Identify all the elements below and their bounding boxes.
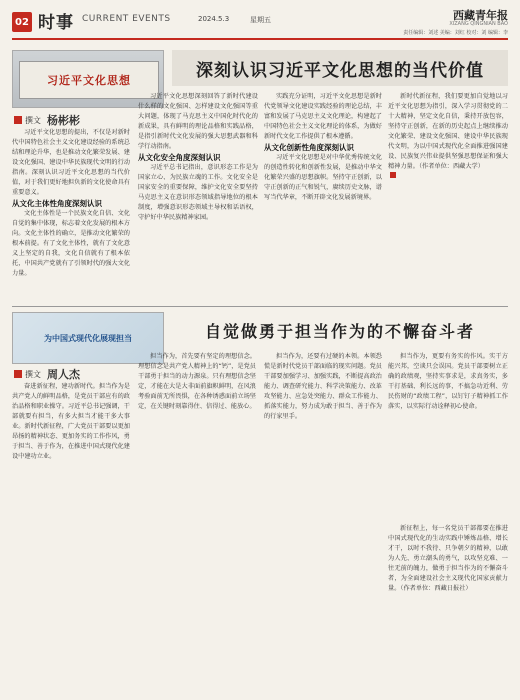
page-number: 02 [12, 12, 32, 32]
page-header [12, 4, 508, 36]
article-divider [12, 306, 508, 307]
byline-label: 撰文 [25, 369, 41, 379]
article1-column-3 [264, 92, 382, 304]
paragraph: 习近平总书记指出，意识形态工作是为国家立心、为民族立魂的工作。文化安全是国家安全的重要保障，维护文化安全要坚持马克思主义在意识形态领域指导地位的根本制度，增强意识形态领域主导权和话语权，守护好中华民族精神家园。 [138, 164, 258, 221]
section-title-cn: 时事 [38, 13, 74, 33]
paragraph: 文化主体性是一个民族文化自信、文化自觉的集中体现，标志着文化发展的根本方向。文化主体性的确立，是推动文化繁荣的根本前提。有了文化主体性，就有了文化意义上坚定的自我，文化自信就有了根本依托，中国共产党就有了引领时代的强大文化力量。 [12, 210, 130, 277]
article2-column-1 [12, 382, 130, 692]
article1-column-1 [12, 128, 130, 304]
byline-marker-icon [14, 116, 22, 124]
byline-label: 撰文 [25, 115, 41, 125]
issue-date: 2024.5.3 [198, 15, 230, 23]
paragraph: 担当作为，首先要有坚定的理想信念。理想信念是共产党人精神上的“钙”，是党员干部勇于担当的动力源泉。只有理想信念坚定，才能在大是大非面前旗帜鲜明，在风浪考验面前无所畏惧，在各种诱惑面前立场坚定，在关键时刻靠得住、信得过、能放心。 [138, 353, 256, 410]
paragraph: 习近平文化思想是对中华优秀传统文化的创造性转化和创新性发展，是推动中华文化繁荣兴盛的思想旗帜。坚持守正创新，以守正创新的正气和锐气，赓续历史文脉，谱写当代华章，不断开辟文化发展新境界。 [264, 154, 382, 201]
subheading: 从文化安全角度深刻认识 [138, 153, 221, 162]
newspaper-masthead: 西藏青年报 [453, 9, 508, 22]
editor-credits: 责任编辑：刘述 美编：刘红 校对：刘 编辑：李 [403, 30, 508, 36]
paragraph: 新时代新征程，我们要更加自觉地以习近平文化思想为指引，深入学习贯彻党的二十大精神，坚定文化自信，秉持开放包容，坚持守正创新，在新的历史起点上继续推动文化繁荣、建设文化强国、建设中华民族现代文明，为以中国式现代化全面推进强国建设、民族复兴伟业提供坚强思想保证和强大精神力量。（作者单位：西藏大学） [388, 93, 508, 170]
book-title-text: 习近平文化思想 [47, 74, 131, 87]
article2-headline-text: 自觉做勇于担当作为的不懈奋斗者 [204, 321, 475, 341]
article1-column-4 [388, 92, 508, 304]
article1-headline [172, 50, 508, 86]
paragraph: 习近平文化思想的提出，不仅是对新时代中国特色社会主义文化建设经验的系统总结和理论升华，也是推动文化繁荣发展、建设文化强国、建设中华民族现代文明的行动指南。深刻认识习近平文化思想的当代价值，对于我们更好地担负新的文化使命具有重要意义。 [12, 129, 130, 196]
byline-marker-icon [14, 370, 22, 378]
article2-column-5 [388, 524, 508, 692]
article2-column-3 [264, 352, 382, 692]
article2-byline [14, 366, 80, 382]
article2-image-text: 为中国式现代化展现担当 [44, 332, 132, 343]
section-title-en: CURRENT EVENTS [82, 14, 171, 24]
paragraph: 新征程上，每一名党员干部都要在推进中国式现代化的生动实践中锤炼品格、增长才干，以时不我待、只争朝夕的精神，以敢为人先、勇立潮头的勇气，以攻坚克难、一往无前的魄力，做勇于担当作为的不懈奋斗者，为全面建设社会主义现代化国家贡献力量。（作者单位：西藏日报社） [388, 525, 508, 592]
issue-weekday: 星期五 [250, 16, 271, 24]
byline-author: 杨彬彬 [47, 114, 80, 127]
paragraph: 实践充分证明，习近平文化思想是新时代党领导文化建设实践经验的理论总结，丰富和发展了马克思主义文化理论，构建起了中国特色社会主义文化理论的体系，为做好新时代文化工作提供了根本遵循。 [264, 93, 382, 140]
masthead-subtitle: XIZANG QINGNIAN BAO [449, 21, 508, 27]
article1-byline [14, 112, 80, 128]
article1-column-2 [138, 92, 258, 304]
paragraph: 担当作为，还要有过硬的本领。本领恐慌是新时代党员干部面临的现实问题。党员干部要加强学习、加强实践，不断提高政治能力、调查研究能力、科学决策能力、改革攻坚能力、应急处突能力、群众工作能力、抓落实能力，努力成为敢于担当、善于作为的行家里手。 [264, 353, 382, 420]
article2-headline [172, 314, 508, 346]
article2-column-2 [138, 352, 256, 692]
paragraph: 习近平文化思想深刻回答了新时代建设什么样的文化强国、怎样建设文化强国等重大问题，体现了马克思主义中国化时代化的新成果，具有鲜明的理论品格和实践品格，是指引新时代文化发展的强大思想武器和科学行动指南。 [138, 93, 258, 150]
byline-author: 周人杰 [47, 368, 80, 381]
header-divider [12, 38, 508, 40]
article2-column-4 [388, 352, 508, 522]
paragraph: 奋进新征程，建功新时代。担当作为是共产党人的鲜明品格，是党员干部应有的政治品格和职业操守。习近平总书记强调，干部就要有担当，有多大担当才能干多大事业。新时代新征程，广大党员干部要以更加昂扬的精神状态、更加务实的工作作风，勇于担当、善于作为，在推进中国式现代化建设中建功立业。 [12, 383, 130, 460]
subheading: 从文化主体性角度深刻认识 [12, 199, 102, 208]
subheading: 从文化创新性角度深刻认识 [264, 143, 354, 152]
paragraph: 担当作为，更要有务实的作风。实干方能兴邦，空谈只会误国。党员干部要树立正确的政绩观，坚持实事求是，求真务实，多干打基础、利长远的事，不搞急功近利、劳民伤财的“政绩工程”，以钉钉子精神抓工作落实，以实际行动诠释初心使命。 [388, 353, 508, 410]
article1-headline-text: 深刻认识习近平文化思想的当代价值 [196, 60, 484, 81]
end-mark-icon [390, 172, 396, 178]
